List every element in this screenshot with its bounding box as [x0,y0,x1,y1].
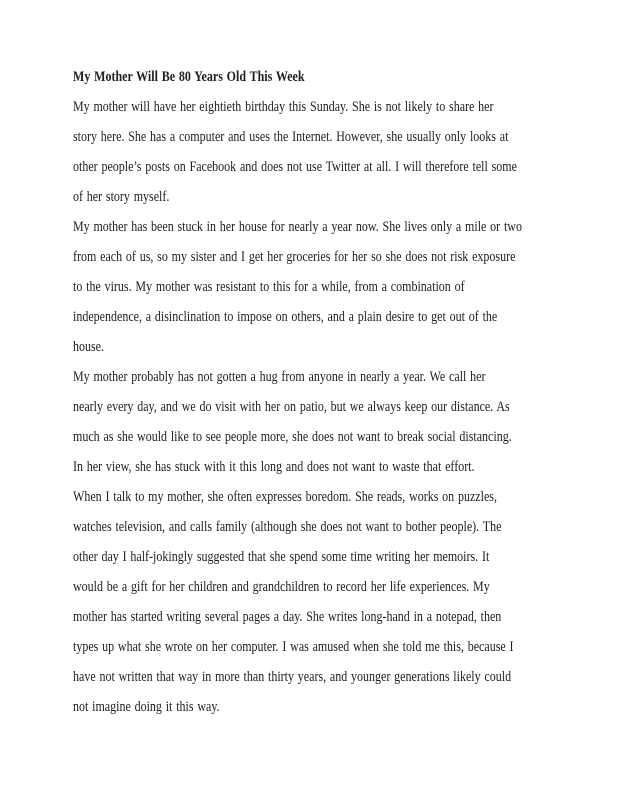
text-line: have not written that way in more than thirty years, and younger generations likely could [73,669,512,685]
text-line: of her story myself. [73,189,170,205]
text-line: from each of us, so my sister and I get her groceries for her so she does not risk exposure [73,249,516,265]
text-line: to the virus. My mother was resistant to this for a while, from a combination of [73,279,465,295]
paragraph-2 [73,212,593,362]
text-line: house. [73,339,104,355]
text-line: would be a gift for her children and grandchildren to record her life experiences. My [73,579,490,595]
paragraph-1 [73,92,593,212]
text-line: story here. She has a computer and uses the Internet. However, she usually only looks at [73,129,509,145]
document-title: My Mother Will Be 80 Years Old This Week [73,69,305,85]
text-line: much as she would like to see people more, she does not want to break social distancing. [73,429,512,445]
paragraph-3 [73,362,593,482]
text-line: mother has started writing several pages a day. She writes long-hand in a notepad, then [73,609,502,625]
paragraph-4 [73,482,593,722]
text-line: independence, a disinclination to impose on others, and a plain desire to get out of the [73,309,498,325]
text-line: In her view, she has stuck with it this long and does not want to waste that effort. [73,459,475,475]
text-line: not imagine doing it this way. [73,699,220,715]
text-line: watches television, and calls family (although she does not want to bother people). The [73,519,502,535]
text-line: other people’s posts on Facebook and does not use Twitter at all. I will therefore tell some [73,159,517,175]
text-line: My mother has been stuck in her house for nearly a year now. She lives only a mile or two [73,219,522,235]
text-line: When I talk to my mother, she often expresses boredom. She reads, works on puzzles, [73,489,497,505]
text-line: nearly every day, and we do visit with her on patio, but we always keep our distance. As [73,399,510,415]
document-text-block [73,62,593,722]
text-line: My mother probably has not gotten a hug from anyone in nearly a year. We call her [73,369,486,385]
text-line: types up what she wrote on her computer. I was amused when she told me this, because I [73,639,514,655]
text-line: other day I half-jokingly suggested that she spend some time writing her memoirs. It [73,549,490,565]
text-line: My mother will have her eightieth birthday this Sunday. She is not likely to share her [73,99,494,115]
